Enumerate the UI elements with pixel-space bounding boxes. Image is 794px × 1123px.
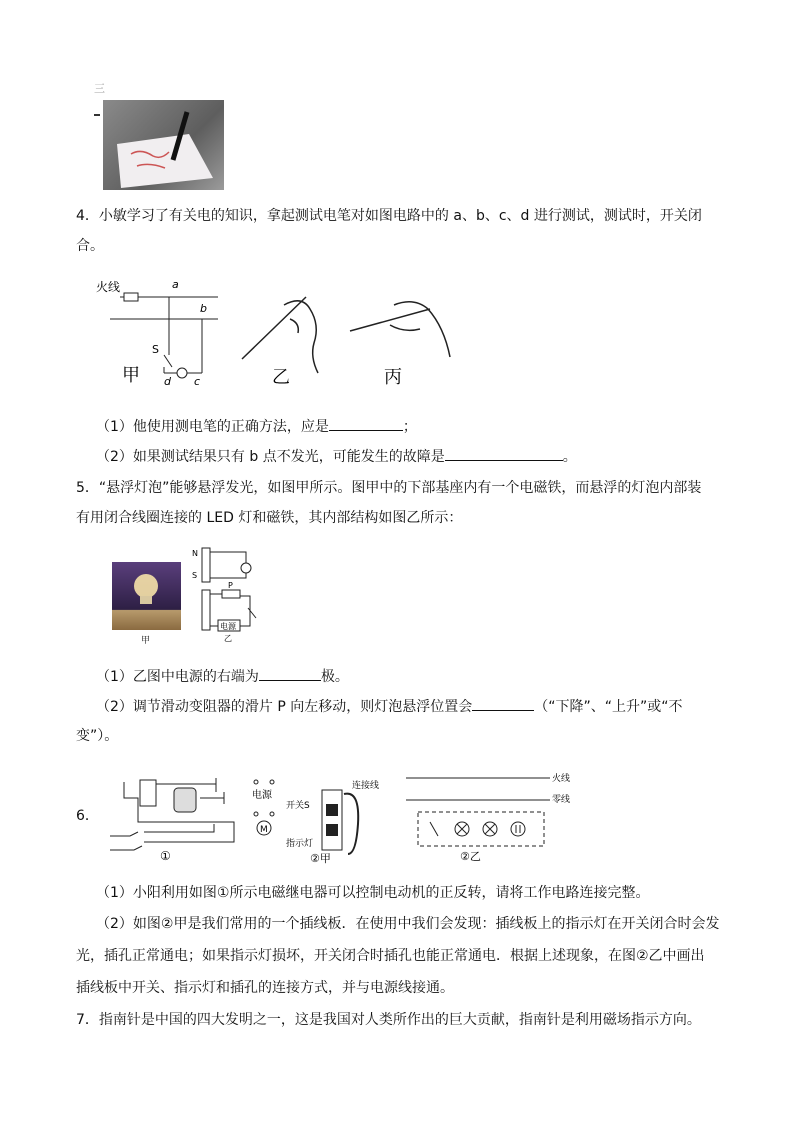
fuse-icon (124, 293, 138, 301)
answer-blank[interactable] (472, 696, 534, 711)
svg-text:连接线: 连接线 (352, 781, 380, 791)
label-yi: 乙 (272, 367, 290, 388)
q5-number: 5． (76, 480, 99, 496)
motor-icon: M (260, 825, 268, 835)
floating-bulb-photo (112, 562, 181, 630)
q7-text: 7．指南针是中国的四大发明之一，这是我国对人类所作出的巨大贡献，指南针是利用磁场指示方向。 (76, 1012, 701, 1028)
q5-text-line1: 5．“悬浮灯泡”能够悬浮发光，如图甲所示。图甲中的下部基座内有一个电磁铁，而悬浮的灯泡内部装 (76, 480, 702, 496)
q6-number: 6． (76, 808, 99, 824)
svg-text:指示灯: 指示灯 (286, 839, 314, 849)
svg-text:N: N (192, 549, 198, 558)
switch-icon (430, 822, 438, 836)
svg-text:P: P (228, 581, 233, 590)
svg-text:S: S (192, 571, 198, 580)
svg-text:电源: 电源 (220, 622, 236, 631)
svg-text:b: b (200, 302, 207, 315)
q5-sub2-line2: 变”）。 (76, 728, 119, 744)
svg-text:乙: 乙 (224, 634, 232, 643)
svg-text:d: d (164, 375, 171, 388)
fire-wire-label: 火线 (96, 280, 121, 294)
q5-text-line2: 有用闭合线圈连接的 LED 灯和磁铁，其内部结构如图乙所示： (76, 510, 463, 526)
q5-sub1: （1）乙图中电源的右端为 极。 (96, 666, 349, 687)
svg-text:②乙: ②乙 (460, 850, 481, 862)
cable-icon (344, 794, 358, 854)
relay-coil-icon (140, 780, 156, 806)
q4-text-line2: 合。 (76, 238, 104, 254)
svg-text:a: a (172, 278, 179, 291)
electromagnet-coil (202, 590, 210, 630)
relay-figure (104, 770, 280, 862)
wiring-diagram-figure (406, 766, 586, 862)
rheostat-icon (222, 590, 240, 598)
q4-sub1: （1）他使用测电笔的正确方法，应是 ； (96, 416, 417, 437)
power-strip-figure (286, 774, 392, 864)
answer-blank[interactable] (259, 666, 321, 681)
switch-icon (164, 355, 172, 367)
svg-text:S: S (152, 343, 159, 356)
q6-sub2-line3: 插线板中开关、指示灯和插孔的连接方式，并与电源线接通。 (76, 980, 454, 996)
fig-label-1: ① (160, 849, 171, 862)
relay-armature-icon (174, 788, 196, 812)
q4-sub2: （2）如果测试结果只有 b 点不发光，可能发生的故障是 。 (96, 446, 577, 467)
answer-blank[interactable] (445, 446, 563, 461)
svg-text:②甲: ②甲 (310, 852, 331, 864)
bulb-icon (134, 574, 158, 598)
power-strip-icon (322, 790, 342, 850)
q6-sub1: （1）小阳利用如图①所示电磁继电器可以控制电动机的正反转，请将工作电路连接完整。 (96, 885, 650, 901)
q4-number: 4． (76, 208, 99, 224)
top-dash (94, 114, 100, 116)
lamp-icon (177, 368, 187, 378)
photo-label-jia: 甲 (141, 636, 151, 646)
magnet-paper-photo (103, 100, 224, 190)
coil-top (202, 548, 210, 582)
header-mark: 三 (94, 82, 105, 95)
neutral-wire-label: 零线 (552, 795, 571, 805)
q5-structure-figure (190, 544, 270, 644)
q6-sub2-line1: （2）如图②甲是我们常用的一个插线板．在使用中我们会发现：插线板上的指示灯在开关闭合时会发 (96, 916, 720, 932)
led-lamp-icon (241, 563, 251, 573)
paper-pen-image (103, 100, 224, 190)
hand-pen-icon (242, 297, 318, 373)
q4-text-line1: 4．小敏学习了有关电的知识，拿起测试电笔对如图电路中的 a、b、c、d 进行测试，测试时，开关闭 (76, 208, 702, 224)
hand-pen-icon-2 (350, 302, 450, 357)
socket-icon (511, 822, 525, 836)
svg-text:开关S: 开关S (286, 801, 310, 811)
q5-sub2: （2）调节滑动变阻器的滑片 P 向左移动，则灯泡悬浮位置会 （“下降”、“上升”或“不 (96, 696, 683, 717)
fire-wire-label: 火线 (552, 774, 571, 784)
svg-text:c: c (194, 375, 201, 388)
q4-circuit-figure (94, 275, 454, 390)
answer-blank[interactable] (329, 416, 403, 431)
label-jia: 甲 (122, 365, 140, 386)
svg-text:电源: 电源 (252, 790, 272, 801)
q7-number: 7． (76, 1012, 99, 1028)
q6-sub2-line2: 光，插孔正常通电；如果指示灯损坏，开关闭合时插孔也能正常通电．根据上述现象，在图②乙中画出 (76, 948, 705, 964)
label-bing: 丙 (384, 367, 402, 388)
